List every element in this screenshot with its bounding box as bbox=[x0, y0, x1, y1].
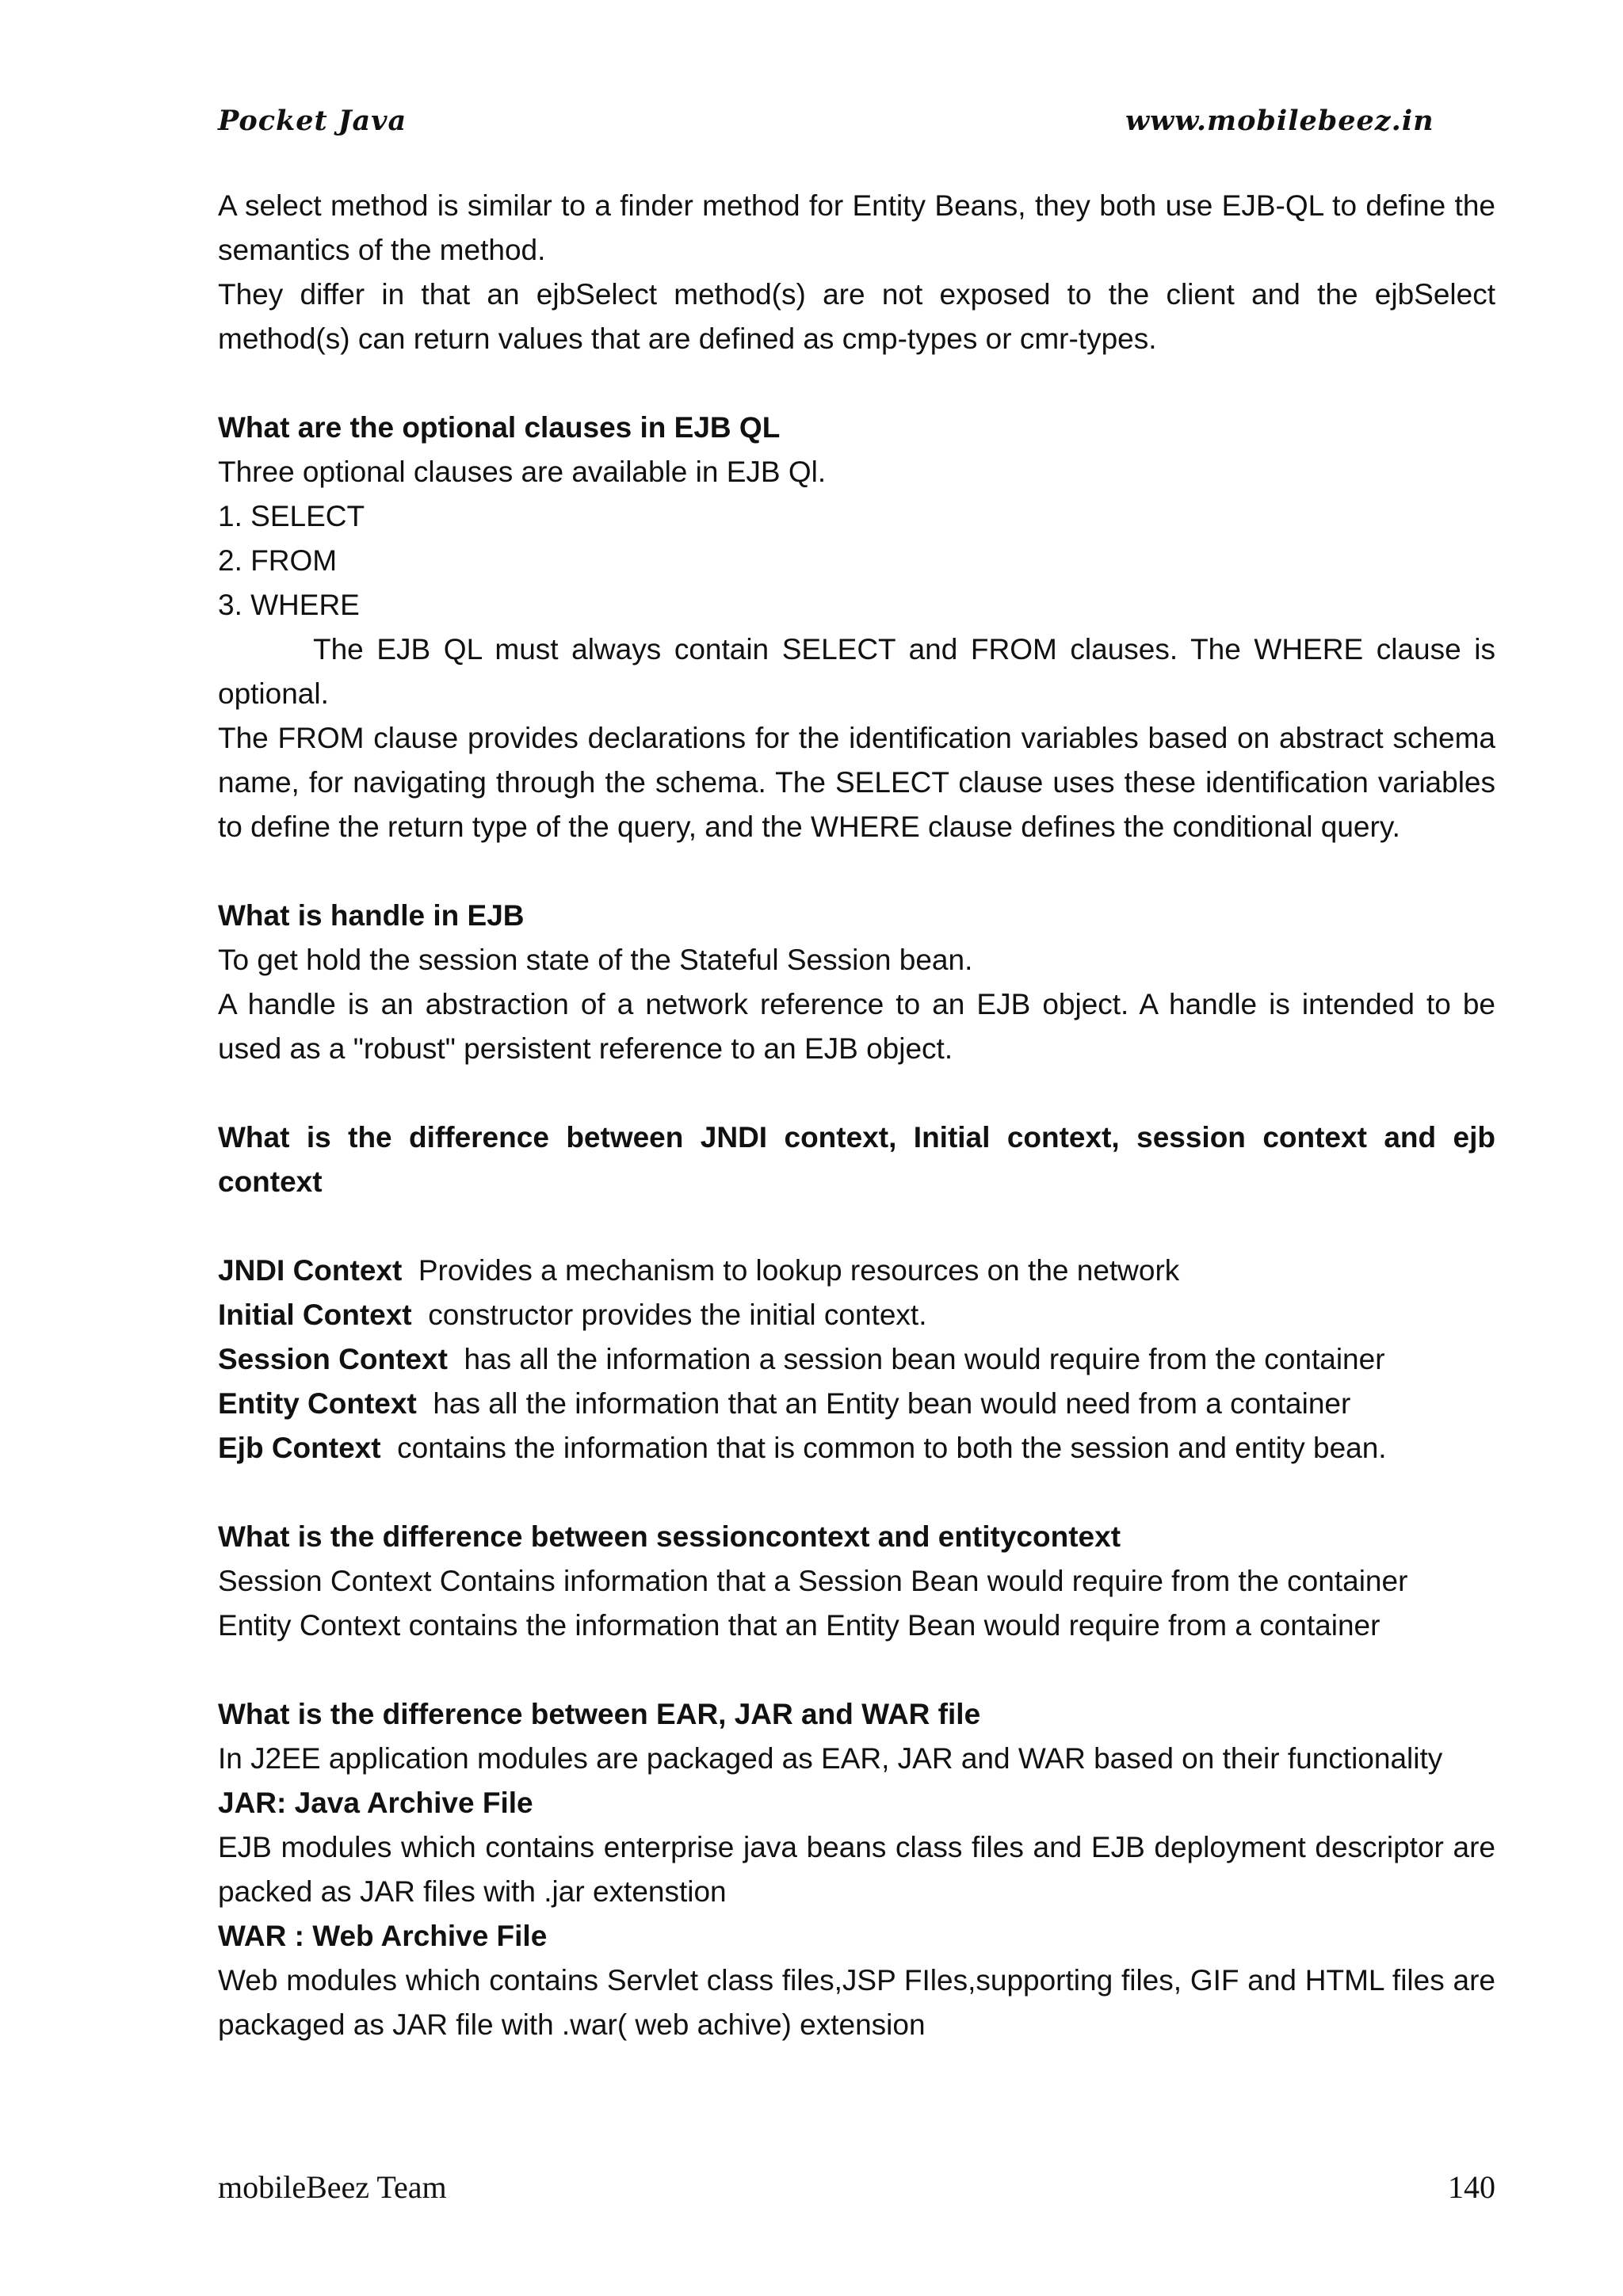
page-content bbox=[218, 184, 1495, 2047]
jar-description: EJB modules which contains enterprise java beans class files and EJB deployment descriptor are packed as JAR files with .jar extenstion bbox=[218, 1831, 1495, 1908]
session-entity-paragraph-1: Session Context Contains information that a Session Bean would require from the container bbox=[218, 1565, 1408, 1597]
question-session-entity: What is the difference between sessioncontext and entitycontext bbox=[218, 1520, 1121, 1553]
question-contexts: What is the difference between JNDI context, Initial context, session context and ejb context bbox=[218, 1121, 1495, 1198]
intro-paragraph-2: They differ in that an ejbSelect method(s) are not exposed to the client and the ejbSelect method(s) can return values that are defined as cmp-types or cmr-types. bbox=[218, 278, 1495, 355]
footer-team: mobileBeez Team bbox=[218, 2169, 447, 2205]
war-description: Web modules which contains Servlet class files,JSP FIles,supporting files, GIF and HTML files are packaged as JAR file with .war( web achive) extension bbox=[218, 1964, 1495, 2041]
jar-title: JAR: Java Archive File bbox=[218, 1787, 533, 1819]
context-item bbox=[218, 1249, 1495, 1293]
question-handle: What is handle in EJB bbox=[218, 899, 525, 932]
context-term: Entity Context bbox=[218, 1387, 417, 1420]
context-term: Ejb Context bbox=[218, 1432, 381, 1464]
context-term: JNDI Context bbox=[218, 1254, 403, 1287]
context-item bbox=[218, 1382, 1495, 1426]
optional-clauses-intro: Three optional clauses are available in EJB Ql. bbox=[218, 456, 827, 488]
handle-paragraph-1: To get hold the session state of the Stateful Session bean. bbox=[218, 944, 973, 976]
context-term: Session Context bbox=[218, 1343, 448, 1375]
context-term: Initial Context bbox=[218, 1299, 412, 1331]
list-item: 3. WHERE bbox=[218, 589, 360, 621]
context-item bbox=[218, 1426, 1495, 1470]
question-archives: What is the difference between EAR, JAR and WAR file bbox=[218, 1698, 981, 1730]
page-number: 140 bbox=[1448, 2169, 1495, 2205]
context-desc: constructor provides the initial context. bbox=[428, 1299, 927, 1331]
context-desc: has all the information a session bean would require from the container bbox=[464, 1343, 1385, 1375]
war-title: WAR : Web Archive File bbox=[218, 1920, 548, 1952]
list-item: 2. FROM bbox=[218, 544, 338, 577]
header-website: www.mobilebeez.in bbox=[1125, 105, 1434, 137]
context-desc: Provides a mechanism to lookup resources on the network bbox=[418, 1254, 1180, 1287]
list-item: 1. SELECT bbox=[218, 500, 365, 532]
context-desc: contains the information that is common to both the session and entity bean. bbox=[397, 1432, 1387, 1464]
session-entity-paragraph-2: Entity Context contains the information that an Entity Bean would require from a container bbox=[218, 1609, 1381, 1642]
context-item bbox=[218, 1293, 1495, 1337]
context-item bbox=[218, 1337, 1495, 1382]
context-desc: has all the information that an Entity bean would need from a container bbox=[433, 1387, 1351, 1420]
optional-clauses-paragraph-1: The EJB QL must always contain SELECT and FROM clauses. The WHERE clause is optional. bbox=[218, 633, 1495, 710]
intro-paragraph-1: A select method is similar to a finder method for Entity Beans, they both use EJB-QL to define the semantics of the method. bbox=[218, 189, 1495, 266]
handle-paragraph-2: A handle is an abstraction of a network reference to an EJB object. A handle is intended to be used as a "robust" persistent reference to an EJB object. bbox=[218, 988, 1495, 1065]
header-title: Pocket Java bbox=[218, 105, 407, 137]
optional-clauses-paragraph-2: The FROM clause provides declarations for the identification variables based on abstract schema name, for navigating through the schema. The SELECT clause uses these identification variables to define the return type of the query, and the WHERE clause defines the conditional query. bbox=[218, 722, 1495, 843]
question-optional-clauses: What are the optional clauses in EJB QL bbox=[218, 411, 781, 444]
archives-intro: In J2EE application modules are packaged as EAR, JAR and WAR based on their functionality bbox=[218, 1742, 1443, 1775]
